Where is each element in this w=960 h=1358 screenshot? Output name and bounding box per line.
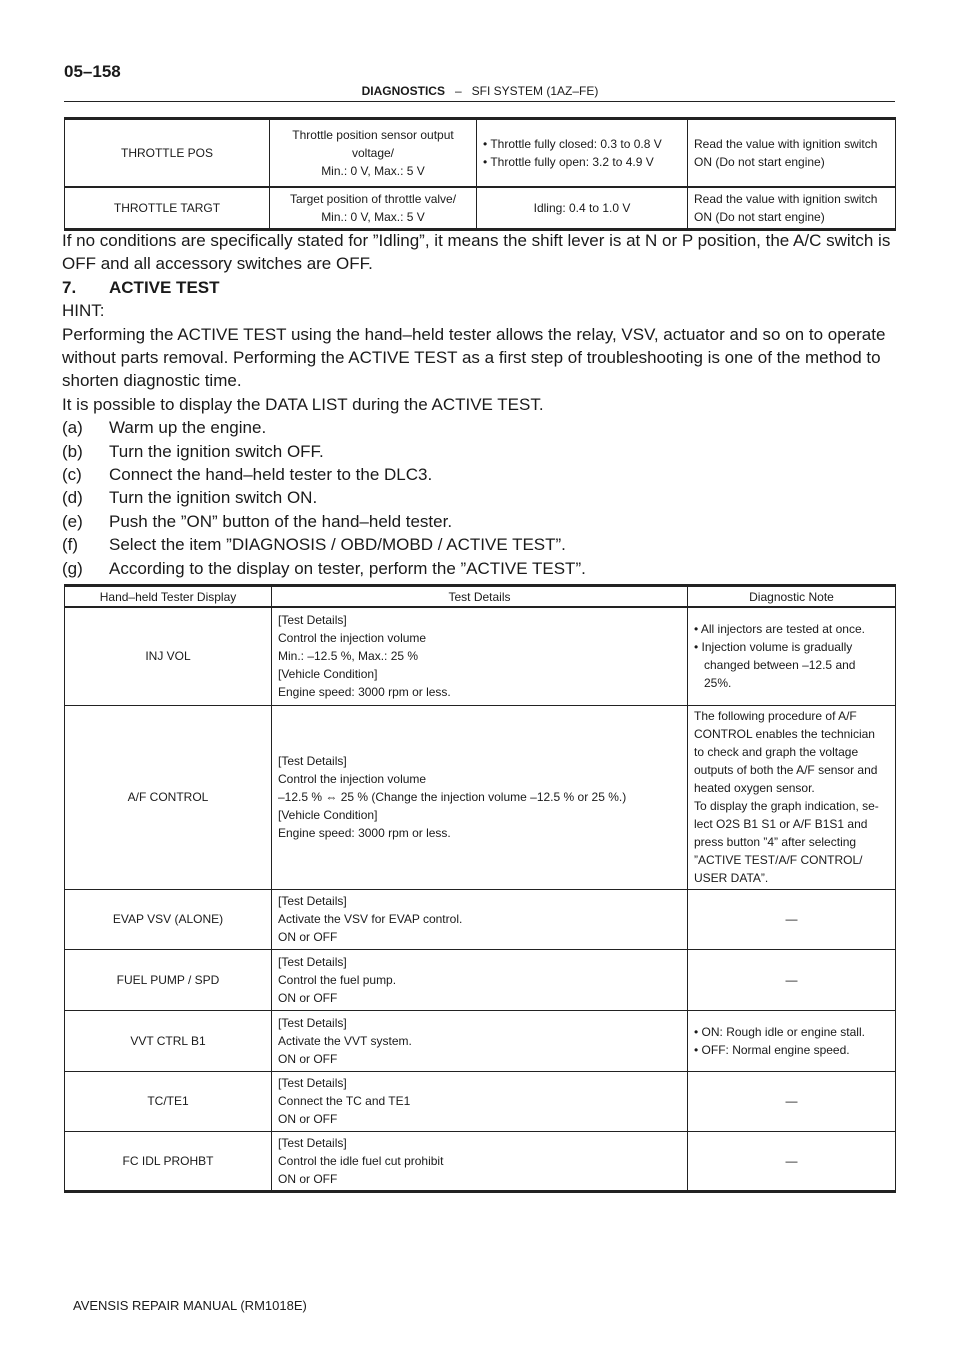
- hint-paragraph: Performing the ACTIVE TEST using the hand–held tester allows the relay, VSV, actuator and so on to operate without parts removal. Performing the ACTIVE TEST as a first step of troubleshooting is one of the method to shorten diagnostic time.: [62, 324, 886, 391]
- footer-manual-title: AVENSIS REPAIR MANUAL (RM1018E): [73, 1298, 307, 1313]
- table-row: [65, 889, 896, 949]
- column-header: Diagnostic Note: [688, 586, 896, 608]
- page-number: 05–158: [64, 62, 121, 81]
- diagnostic-note-cell: —: [688, 1131, 896, 1191]
- table-header-row: [65, 586, 896, 608]
- column-header: Test Details: [272, 586, 688, 608]
- test-details-cell: [Test Details] Control the injection volume Min.: –12.5 %, Max.: 25 % [Vehicle Condition] Engine speed: 3000 rpm or less.: [272, 607, 688, 705]
- header-rule: [64, 101, 895, 102]
- running-header: [0, 84, 960, 98]
- table-row: [65, 1131, 896, 1191]
- table-row: [65, 949, 896, 1010]
- procedure-step: (g) According to the display on tester, perform the ”ACTIVE TEST”.: [62, 558, 586, 578]
- tester-display-cell: INJ VOL: [65, 607, 272, 705]
- data-item-cell: THROTTLE TARGT: [65, 187, 270, 230]
- diagnostic-note-cell: —: [688, 889, 896, 949]
- procedure-step: (c) Connect the hand–held tester to the DLC3.: [62, 465, 433, 485]
- diagnostic-note-cell: Read the value with ignition switch ON (Do not start engine): [688, 119, 896, 188]
- tester-display-cell: VVT CTRL B1: [65, 1010, 272, 1071]
- test-details-cell: [Test Details] Connect the TC and TE1 ON or OFF: [272, 1071, 688, 1131]
- diagnostic-note-cell: • ON: Rough idle or engine stall. • OFF: Normal engine speed.: [688, 1010, 896, 1071]
- procedure-step: (b) Turn the ignition switch OFF.: [62, 441, 324, 461]
- table-row: [65, 119, 896, 188]
- table-row: [65, 607, 896, 705]
- tester-display-cell: TC/TE1: [65, 1071, 272, 1131]
- data-item-cell: THROTTLE POS: [65, 119, 270, 188]
- table-row: [65, 1071, 896, 1131]
- test-details-cell: [Test Details] Activate the VVT system. ON or OFF: [272, 1010, 688, 1071]
- data-list-table: [64, 117, 896, 231]
- header-separator: –: [454, 84, 462, 98]
- column-header: Hand–held Tester Display: [65, 586, 272, 608]
- table-row: [65, 1010, 896, 1071]
- tester-display-cell: FUEL PUMP / SPD: [65, 949, 272, 1010]
- table-row: [65, 705, 896, 889]
- measurement-cell: Throttle position sensor output voltage/ Min.: 0 V, Max.: 5 V: [270, 119, 477, 188]
- section-heading: 7. ACTIVE TEST: [62, 277, 220, 297]
- idling-condition-note: If no conditions are specifically stated for ”Idling”, it means the shift lever is at N or P position, the A/C switch is OFF and all accessory switches are OFF.: [62, 231, 891, 274]
- tester-display-cell: A/F CONTROL: [65, 705, 272, 889]
- diagnostic-note-cell: Read the value with ignition switch ON (Do not start engine): [688, 187, 896, 230]
- diagnostic-note-cell: The following procedure of A/F CONTROL enables the technician to check and graph the voltage outputs of both the A/F sensor and heated oxygen sensor. To display the graph indication, se- lect O2S B1 S1 or A/F B1S1 and press button ”4” after selecting ”ACTIVE TEST/A/F CONTROL/ USER DATA”.: [688, 705, 896, 889]
- header-section: DIAGNOSTICS: [361, 84, 445, 98]
- table-row: [65, 187, 896, 230]
- test-details-cell: [Test Details] Control the injection volume –12.5 % ⇔ 25 % (Change the injection volume –12.5 % or 25 %.) [Vehicle Condition] Engine speed: 3000 rpm or less.: [272, 705, 688, 889]
- procedure-step: (f) Select the item ”DIAGNOSIS / OBD/MOBD / ACTIVE TEST”.: [62, 535, 566, 555]
- header-subsection: SFI SYSTEM (1AZ–FE): [471, 84, 599, 98]
- diagnostic-note-cell: • All injectors are tested at once. • Injection volume is gradually changed between –12.5 and 25%.: [688, 607, 896, 705]
- test-details-cell: [Test Details] Control the idle fuel cut prohibit ON or OFF: [272, 1131, 688, 1191]
- procedure-step: (a) Warm up the engine.: [62, 418, 267, 438]
- diagnostic-note-cell: —: [688, 1071, 896, 1131]
- procedure-step: (e) Push the ”ON” button of the hand–held tester.: [62, 511, 453, 531]
- test-details-cell: [Test Details] Activate the VSV for EVAP control. ON or OFF: [272, 889, 688, 949]
- test-details-cell: [Test Details] Control the fuel pump. ON or OFF: [272, 949, 688, 1010]
- hint-label: HINT:: [62, 301, 105, 321]
- body-text: [62, 229, 898, 580]
- tester-display-cell: EVAP VSV (ALONE): [65, 889, 272, 949]
- procedure-step: (d) Turn the ignition switch ON.: [62, 488, 318, 508]
- measurement-cell: Target position of throttle valve/ Min.: 0 V, Max.: 5 V: [270, 187, 477, 230]
- tester-display-cell: FC IDL PROHBT: [65, 1131, 272, 1191]
- normal-condition-cell: Idling: 0.4 to 1.0 V: [477, 187, 688, 230]
- diagnostic-note-cell: —: [688, 949, 896, 1010]
- normal-condition-cell: • Throttle fully closed: 0.3 to 0.8 V • Throttle fully open: 3.2 to 4.9 V: [477, 119, 688, 188]
- data-list-note: It is possible to display the DATA LIST during the ACTIVE TEST.: [62, 394, 544, 414]
- active-test-table: [64, 584, 896, 1193]
